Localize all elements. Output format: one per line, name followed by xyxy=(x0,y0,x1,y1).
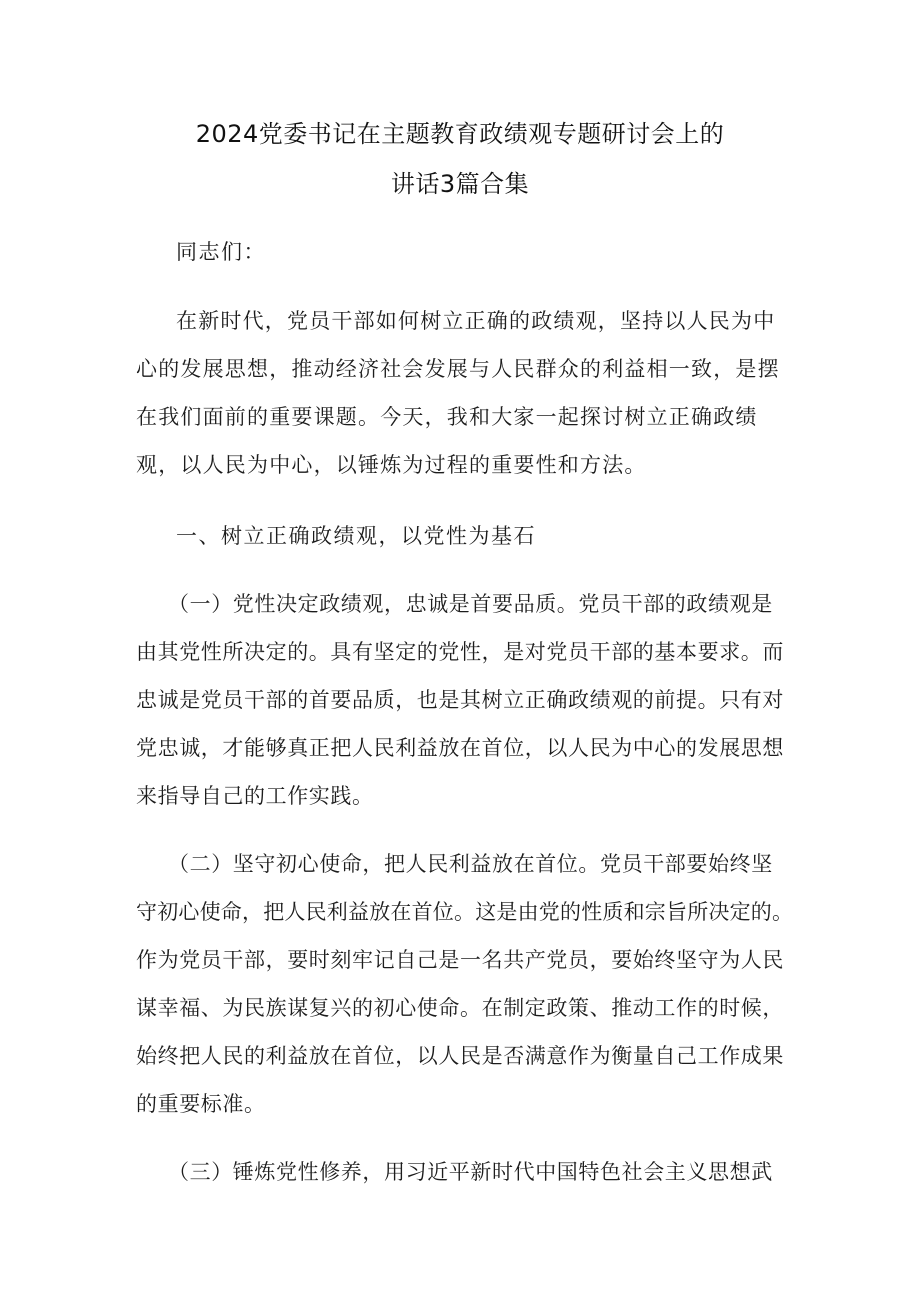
text-line: 党忠诚，才能够真正把人民利益放在首位，以人民为中心的发展思想 xyxy=(136,736,784,760)
text-line: 来指导自己的工作实践。 xyxy=(136,784,374,808)
text-line: （一）党性决定政绩观，忠诚是首要品质。党员干部的政绩观是 xyxy=(168,592,773,616)
text-line: （三）锤炼党性修养，用习近平新时代中国特色社会主义思想武 xyxy=(168,1160,773,1184)
text-line: 心的发展思想，推动经济社会发展与人民群众的利益相一致，是摆 xyxy=(136,357,780,381)
text-line: 在我们面前的重要课题。今天，我和大家一起探讨树立正确政绩 xyxy=(136,405,758,429)
text-line: 的重要标准。 xyxy=(136,1092,266,1116)
text-line: 守初心使命，把人民利益放在首位。这是由党的性质和宗旨所决定的。 xyxy=(136,900,794,924)
text-line: 在新时代，党员干部如何树立正确的政绩观，坚持以人民为中 xyxy=(176,309,776,333)
text-line: 始终把人民的利益放在首位，以人民是否满意作为衡量自己工作成果 xyxy=(136,1044,784,1068)
text-line: 由其党性所决定的。具有坚定的党性，是对党员干部的基本要求。而 xyxy=(136,640,784,664)
text-line: （二）坚守初心使命，把人民利益放在首位。党员干部要始终坚 xyxy=(168,852,773,876)
text-line: 观，以人民为中心，以锤炼为过程的重要性和方法。 xyxy=(136,453,647,477)
text-line: 作为党员干部，要时刻牢记自己是一名共产党员，要始终坚守为人民 xyxy=(136,948,784,972)
document-title-line-1: 2024党委书记在主题教育政绩观专题研讨会上的 xyxy=(195,120,725,148)
section-heading: 一、树立正确政绩观，以党性为基石 xyxy=(176,524,536,548)
text-line: 谋幸福、为民族谋复兴的初心使命。在制定政策、推动工作的时候， xyxy=(136,996,784,1020)
document-title-line-2: 讲话3篇合集 xyxy=(390,170,530,198)
salutation: 同志们： xyxy=(176,240,266,264)
text-line: 忠诚是党员干部的首要品质，也是其树立正确政绩观的前提。只有对 xyxy=(136,688,784,712)
